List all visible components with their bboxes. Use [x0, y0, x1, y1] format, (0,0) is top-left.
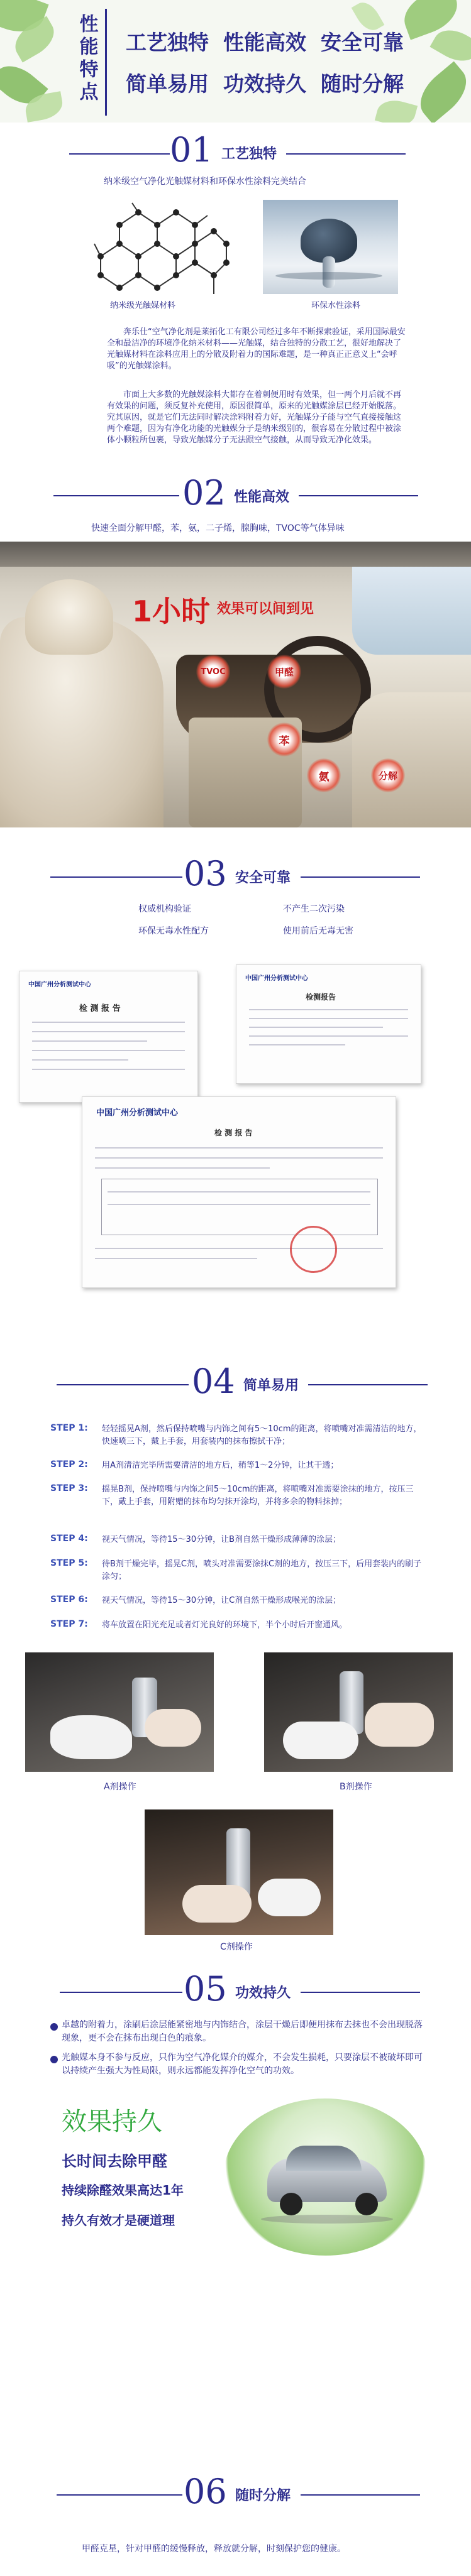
section-title: 性能高效 — [234, 489, 290, 505]
features-row-1: 工艺独特 性能高效 安全可靠 — [126, 30, 404, 55]
section-divider — [50, 876, 182, 878]
section-divider — [57, 1384, 189, 1385]
section-number: 03 — [184, 854, 227, 893]
step-text: 将车放置在阳光充足或者灯光良好的环境下，半个小时后开窗通风。 — [102, 1620, 348, 1630]
ammonia-bubble-label: 氨 — [318, 770, 330, 783]
section-subtitle: 纳米级空气净化光触媒材料和环保水性涂料完美结合 — [104, 177, 306, 187]
safety-item-4: 使用前后无毒无害 — [283, 926, 353, 936]
section-divider — [308, 1384, 428, 1385]
section-number: 04 — [192, 1362, 235, 1401]
bullet-icon — [50, 2056, 58, 2063]
durability-bullet-2: 光触媒本身不参与反应，只作为空气净化媒介的媒介，不会发生损耗，只要涂层不被破坏即可以持续产生强大为性局限，则永远都能发挥净化空气的功效。 — [62, 2053, 423, 2076]
section-title: 工艺独特 — [221, 146, 277, 162]
report-org: 中国广州分析测试中心 — [245, 975, 308, 982]
operation-c-photo — [145, 1809, 333, 1935]
benzene-bubble — [267, 723, 301, 756]
water-paint-caption: 环保水性涂料 — [311, 301, 361, 310]
section-title: 简单易用 — [243, 1378, 299, 1394]
section-divider — [301, 1992, 420, 1993]
operation-a-photo — [25, 1652, 214, 1772]
step-label: STEP 5: — [50, 1558, 88, 1568]
safety-item-1: 权威机构验证 — [138, 904, 191, 914]
report-org: 中国广州分析测试中心 — [28, 981, 91, 988]
lasting-line-3: 持久有效才是硬道理 — [62, 2213, 175, 2228]
safety-item-3: 环保无毒水性配方 — [138, 926, 209, 936]
decompose-bubble — [371, 758, 405, 792]
section-number: 01 — [170, 130, 213, 170]
report-title: 检 测 报 告 — [79, 1004, 121, 1013]
step-label: STEP 4: — [50, 1534, 88, 1544]
report-title: 检测报告 — [306, 993, 336, 1001]
bullet-icon — [50, 2023, 58, 2031]
decompose-bubble-label: 分解 — [378, 770, 397, 782]
section-divider — [299, 495, 418, 496]
section-divider — [57, 2494, 182, 2496]
section-number: 05 — [184, 1969, 227, 2009]
leaf-decoration — [411, 62, 471, 123]
section-subtitle: 甲醛克星，针对甲醛的缓慢释放，释放就分解，时刻保护您的健康。 — [82, 2544, 346, 2554]
effect-visible-label: 效果可以间到见 — [217, 601, 314, 617]
voc-bubble-label: TVOC — [201, 667, 226, 677]
test-report-left — [19, 971, 198, 1103]
section-divider — [286, 153, 406, 155]
operation-b-photo — [264, 1652, 453, 1772]
nano-material-caption: 纳米级光触媒材料 — [110, 301, 176, 310]
one-hour-label: 1小时 — [132, 594, 211, 628]
formaldehyde-bubble-label: 甲醛 — [274, 666, 294, 678]
step-text: 视天气情况，等待15～30分钟，让B剂自然干燥形成薄薄的涂层； — [102, 1535, 341, 1544]
report-title: 检 测 报 告 — [214, 1128, 253, 1137]
step-label: STEP 6: — [50, 1595, 88, 1605]
step-text: 用A剂清洁完毕所需要清洁的地方后，稍等1～2分钟，让其干透； — [102, 1461, 339, 1470]
step-text: 待B剂干燥完毕，摇晃C剂，喷头对准需要涂抹C剂的地方，按压三下，后用套装内的刷子涂匀； — [102, 1559, 422, 1581]
section-divider — [301, 2494, 420, 2496]
step-label: STEP 2: — [50, 1460, 88, 1470]
benzene-bubble-label: 苯 — [279, 734, 290, 748]
operation-c-caption: C剂操作 — [220, 1942, 253, 1952]
section-divider — [69, 153, 170, 155]
voc-bubble — [196, 655, 230, 689]
section-divider — [60, 1992, 182, 1993]
step-text: 摇晃B剂，保持喷嘴与内饰之间5～10cm的距离，将喷嘴对准需要涂抹的地方，按压三下，戴上手套，用附赠的抹布均匀抹开涂均，并将多余的物料抹掉； — [102, 1485, 414, 1507]
lasting-line-1: 长时间去除甲醛 — [62, 2153, 167, 2170]
car-nature-photo — [223, 2098, 428, 2256]
step-label: STEP 7: — [50, 1619, 88, 1629]
section-title: 功效持久 — [235, 1985, 291, 2001]
lasting-line-2: 持续除醛效果高达1年 — [62, 2183, 184, 2198]
car-interior-photo — [0, 542, 471, 827]
intro-paragraph-2: 市面上大多数的光触媒涂料大都存在着刺便用时有效果，但一两个月后就不再有效果的问题，须反复补充使用，原因很简单，原来的光触媒涂层已经开始脱落。究其原因，就是它们无法同时解决涂料附着力好，光触媒分子能与空气直接接触这两个难题，因为有净化功能的光触媒分子是纳米级别的，很容易在分散过程中被涂体小颗粒所包裹，导致光触媒分子无法跟空气接触，从而导致无净化效果。 — [107, 390, 402, 445]
features-row-2: 简单易用 功效持久 随时分解 — [126, 72, 404, 96]
section-title: 随时分解 — [235, 2488, 291, 2504]
side-label-box — [68, 9, 107, 116]
report-org: 中国广州分析测试中心 — [96, 1108, 179, 1118]
section-title: 安全可靠 — [235, 870, 291, 886]
step-text: 视天气情况，等待15～30分钟，让C剂自然干燥形成喉光的涂层； — [102, 1596, 341, 1605]
intro-paragraph-1: 奔乐仕“空气净化剂是莱拓化工有限公司经过多年不断探索验证，采用国际最安全和最洁净的环境净化纳米材料——光触媒，结合独特的分散工艺，很好地解决了光触媒材料在涂料应用上的分散及附着力的国际难题，是一种真正正意义上“会呼吸”的光触媒涂料。 — [107, 327, 406, 371]
durability-bullet-1: 卓越的附着力，涂刷后涂层能紧密地与内饰结合，涂层干燥后即便用抹布去抹也不会出现脱落现象，更不会在抹布出现白色的痕象。 — [62, 2020, 423, 2043]
test-report-center — [82, 1096, 396, 1288]
official-seal — [290, 1226, 337, 1273]
ammonia-bubble — [307, 758, 341, 792]
step-label: STEP 1: — [50, 1423, 88, 1433]
section-subtitle: 快速全面分解甲醛，苯，氨，二子烯，腺胸味，TVOC等气体异味 — [91, 523, 345, 533]
section-number: 06 — [184, 2472, 227, 2511]
formaldehyde-bubble — [267, 655, 301, 689]
side-label: 性能特点 — [75, 14, 98, 104]
water-paint-image — [263, 200, 398, 294]
operation-a-caption: A剂操作 — [104, 1782, 136, 1792]
nano-material-image — [88, 200, 230, 294]
lasting-effect-heading: 效果持久 — [62, 2107, 162, 2136]
section-divider — [301, 876, 420, 878]
section-number: 02 — [182, 473, 226, 513]
step-text: 轻轻摇晃A剂，然后保持喷嘴与内饰之间有5～10cm的距离，将喷嘴对准需清洁的地方，快速喷三下，戴上手套，用套装内的抹布擦拭干净； — [102, 1424, 422, 1446]
header-banner — [0, 0, 471, 123]
step-label: STEP 3: — [50, 1483, 88, 1493]
operation-b-caption: B剂操作 — [340, 1782, 372, 1792]
safety-item-2: 不产生二次污染 — [283, 904, 345, 914]
leaf-decoration — [375, 96, 418, 123]
test-report-right — [236, 964, 421, 1084]
section-divider — [53, 495, 179, 496]
